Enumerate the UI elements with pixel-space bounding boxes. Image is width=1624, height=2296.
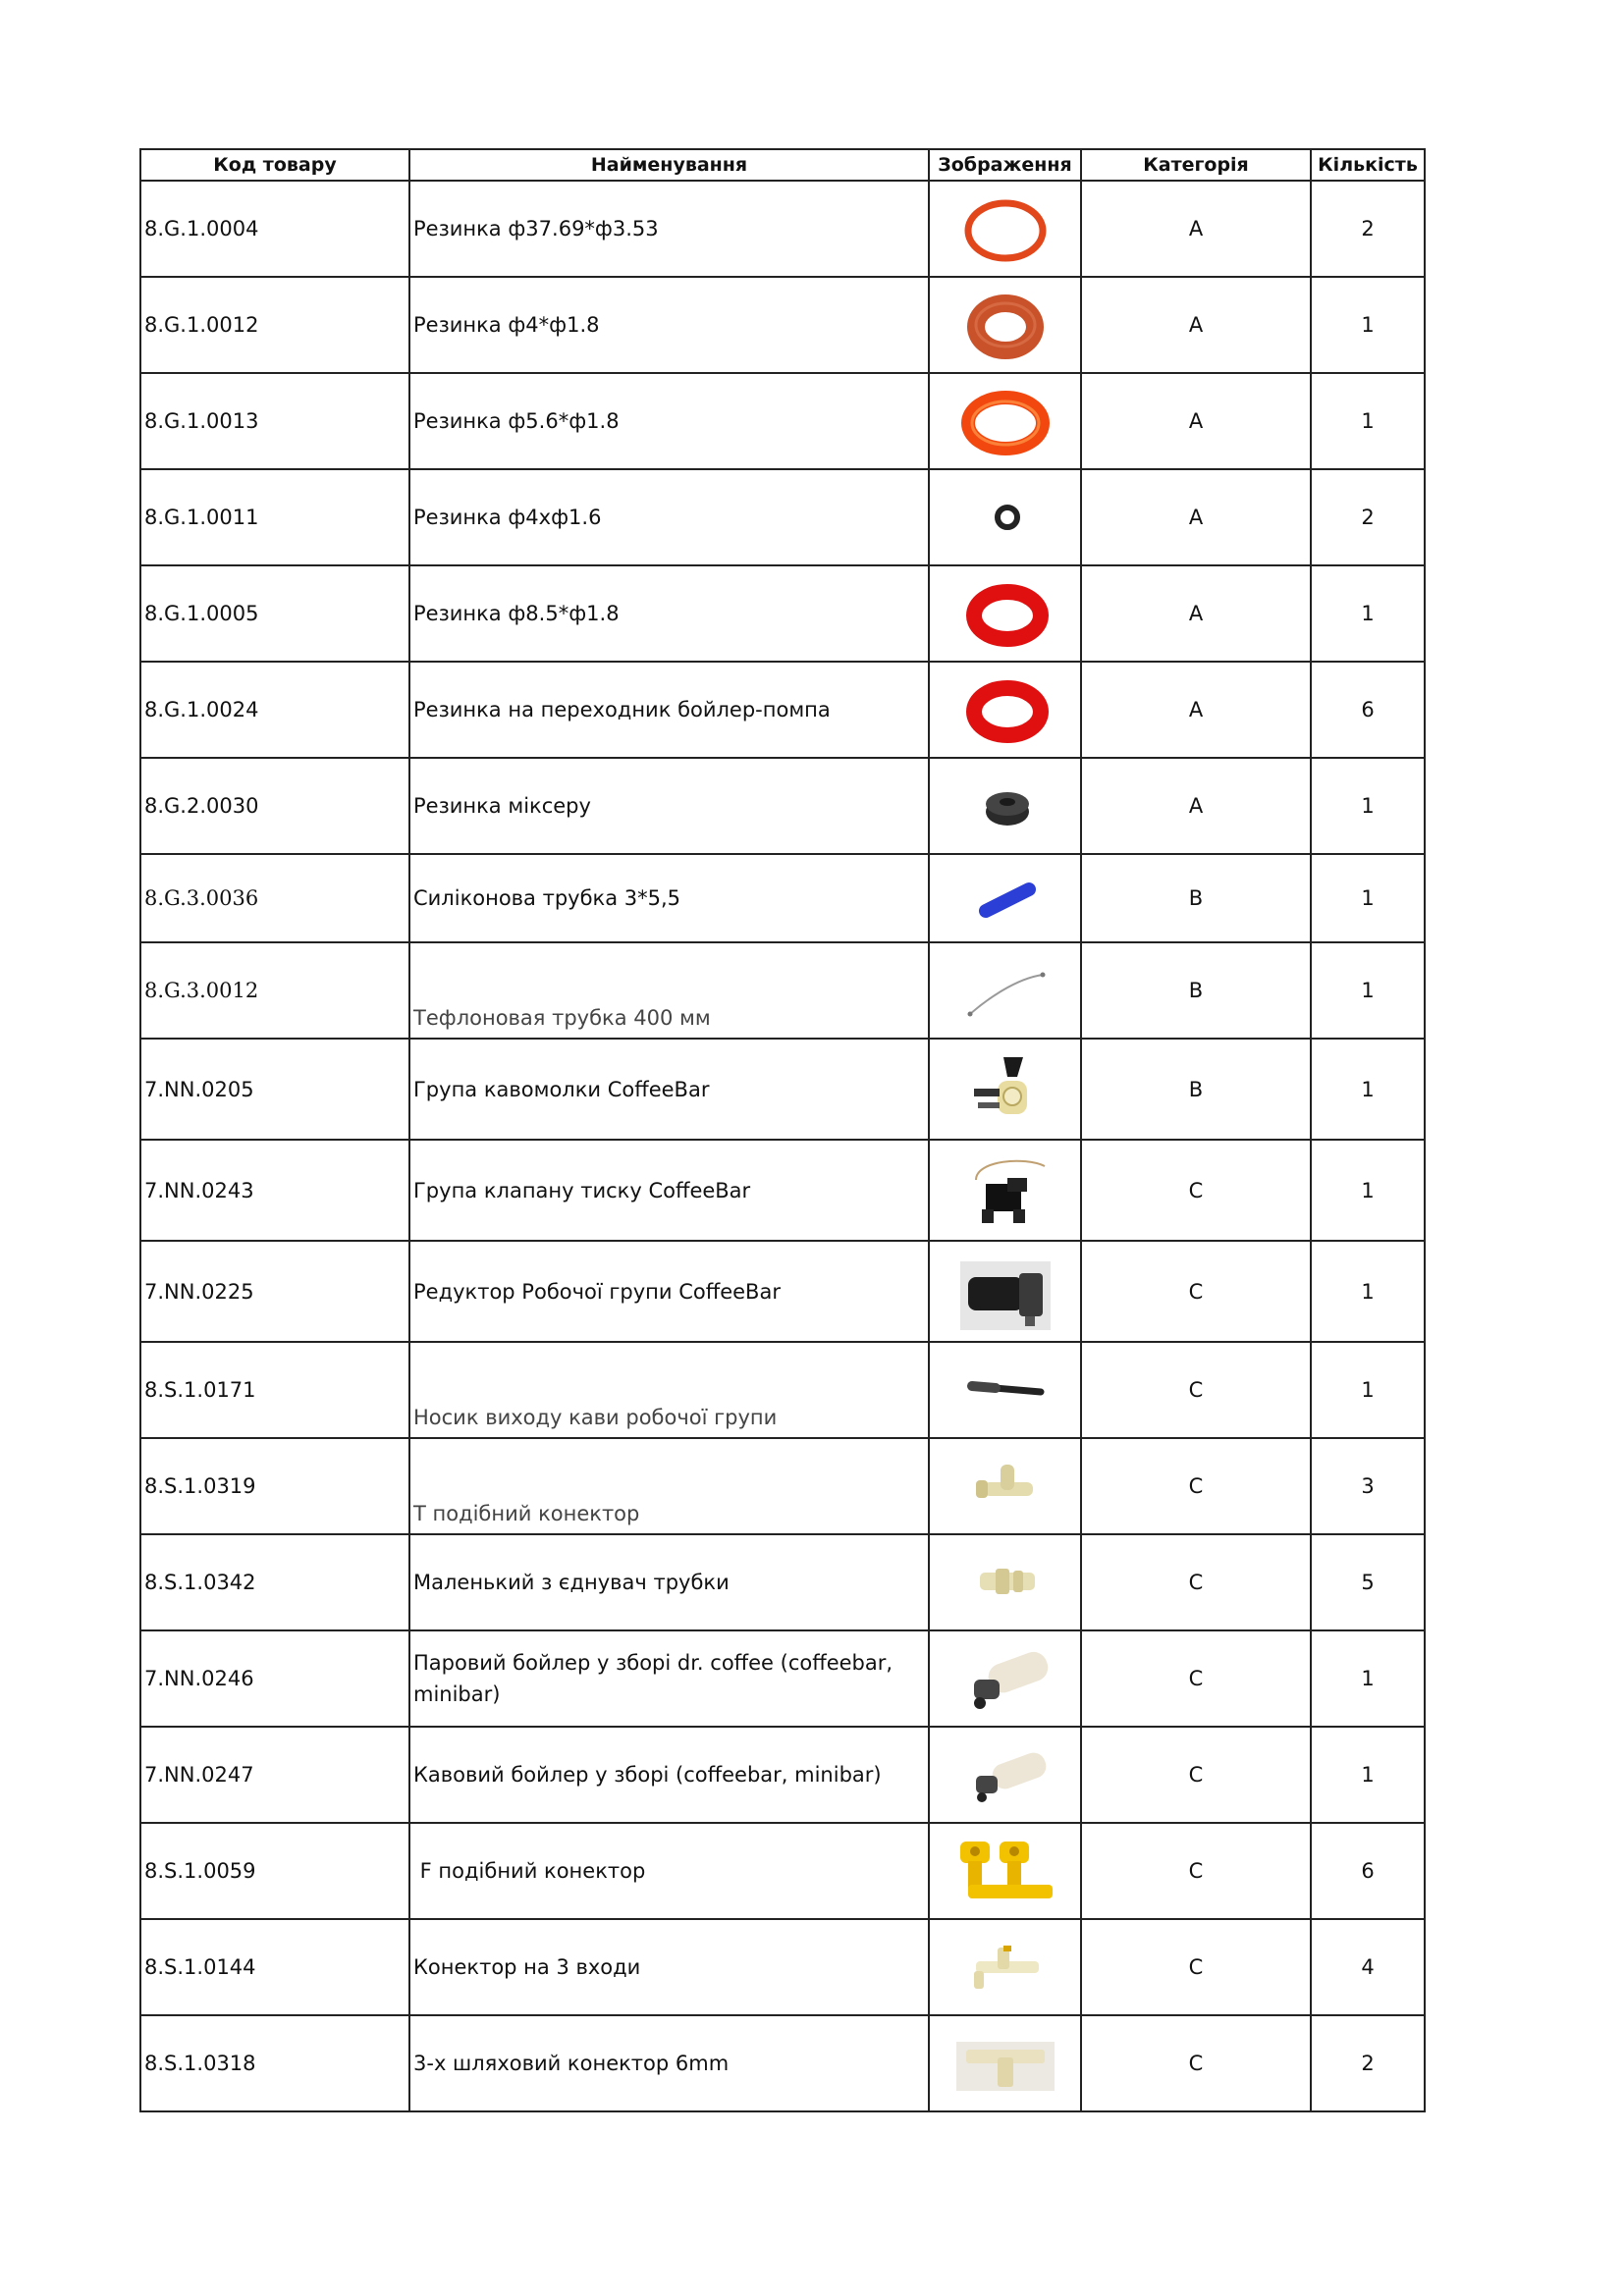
table-row [140, 1039, 1425, 1140]
item-name: Конектор на 3 входи [409, 1919, 929, 2015]
item-code: 7.NN.0246 [140, 1630, 409, 1727]
item-quantity: 1 [1311, 942, 1425, 1039]
table-row [140, 1823, 1425, 1919]
item-category: B [1081, 854, 1311, 942]
item-category: A [1081, 758, 1311, 854]
item-name: Резинка ф4хф1.6 [409, 469, 929, 565]
item-code: 7.NN.0247 [140, 1727, 409, 1823]
item-code: 8.G.3.0012 [140, 942, 409, 1039]
item-category: C [1081, 1534, 1311, 1630]
item-image [929, 1140, 1081, 1241]
item-code: 8.S.1.0059 [140, 1823, 409, 1919]
item-image [929, 1727, 1081, 1823]
item-name: Резинка на переходник бойлер-помпа [409, 662, 929, 758]
table-row [140, 1534, 1425, 1630]
table-header-row [140, 149, 1425, 181]
item-category: B [1081, 1039, 1311, 1140]
item-image [929, 1438, 1081, 1534]
tube-coupler-icon [947, 1543, 1064, 1622]
item-image [929, 1534, 1081, 1630]
steam-boiler-icon [947, 1636, 1064, 1721]
brown-o-ring-thick-icon [947, 286, 1064, 364]
t-connector-icon [947, 1447, 1064, 1525]
f-connector-icon [947, 1832, 1064, 1910]
table-row [140, 469, 1425, 565]
item-image [929, 1823, 1081, 1919]
gear-motor-icon [947, 1248, 1064, 1336]
coffee-boiler-icon [947, 1733, 1064, 1817]
item-image [929, 1039, 1081, 1140]
table-row [140, 1630, 1425, 1727]
item-category: C [1081, 1438, 1311, 1534]
table-row [140, 181, 1425, 277]
table-row [140, 1919, 1425, 2015]
item-name: Резинка ф4*ф1.8 [409, 277, 929, 373]
table-row [140, 2015, 1425, 2111]
item-quantity: 1 [1311, 1342, 1425, 1438]
item-code: 8.G.1.0011 [140, 469, 409, 565]
black-mixer-seal-icon [947, 767, 1064, 845]
item-quantity: 1 [1311, 758, 1425, 854]
item-image [929, 758, 1081, 854]
item-code: 8.G.1.0024 [140, 662, 409, 758]
item-code: 7.NN.0205 [140, 1039, 409, 1140]
item-code: 8.S.1.0318 [140, 2015, 409, 2111]
item-category: A [1081, 373, 1311, 469]
item-quantity: 4 [1311, 1919, 1425, 2015]
item-image [929, 277, 1081, 373]
item-image [929, 373, 1081, 469]
item-image [929, 1919, 1081, 2015]
item-quantity: 1 [1311, 373, 1425, 469]
pressure-valve-group-icon [947, 1147, 1064, 1235]
table-row [140, 1241, 1425, 1342]
item-code: 8.S.1.0144 [140, 1919, 409, 2015]
item-category: C [1081, 1342, 1311, 1438]
red-o-ring-icon [947, 574, 1064, 653]
teflon-tube-icon [947, 951, 1064, 1030]
item-quantity: 2 [1311, 469, 1425, 565]
small-black-o-ring-icon [947, 478, 1064, 557]
header-name: Найменування [409, 149, 929, 181]
item-quantity: 1 [1311, 854, 1425, 942]
item-quantity: 1 [1311, 1630, 1425, 1727]
item-image [929, 1241, 1081, 1342]
item-category: C [1081, 2015, 1311, 2111]
item-code: 8.G.1.0005 [140, 565, 409, 662]
item-category: C [1081, 1630, 1311, 1727]
three-way-inlet-connector-icon [947, 1928, 1064, 2006]
item-image [929, 565, 1081, 662]
item-quantity: 6 [1311, 1823, 1425, 1919]
item-name: Тефлоновая трубка 400 мм [409, 942, 929, 1039]
header-category: Категорія [1081, 149, 1311, 181]
item-quantity: 1 [1311, 1727, 1425, 1823]
item-image [929, 854, 1081, 942]
parts-sheet [139, 148, 1424, 2112]
item-name: Редуктор Робочої групи CoffeeBar [409, 1241, 929, 1342]
item-code: 8.G.1.0004 [140, 181, 409, 277]
item-image [929, 662, 1081, 758]
table-row [140, 942, 1425, 1039]
item-image [929, 469, 1081, 565]
item-name: Маленький з єднувач трубки [409, 1534, 929, 1630]
table-row [140, 1140, 1425, 1241]
item-category: A [1081, 662, 1311, 758]
item-category: B [1081, 942, 1311, 1039]
item-category: A [1081, 565, 1311, 662]
item-image [929, 2015, 1081, 2111]
table-row [140, 565, 1425, 662]
item-category: C [1081, 1241, 1311, 1342]
item-name: Резинка ф37.69*ф3.53 [409, 181, 929, 277]
item-quantity: 1 [1311, 1140, 1425, 1241]
item-image [929, 1342, 1081, 1438]
item-code: 8.G.2.0030 [140, 758, 409, 854]
item-name: 3-х шляховий конектор 6mm [409, 2015, 929, 2111]
item-quantity: 1 [1311, 1039, 1425, 1140]
item-name: Носик виходу кави робочої групи [409, 1342, 929, 1438]
blue-silicone-tube-icon [947, 864, 1064, 933]
table-row [140, 1342, 1425, 1438]
item-category: A [1081, 181, 1311, 277]
three-way-connector-6mm-icon [947, 2024, 1064, 2103]
grinder-group-icon [947, 1045, 1064, 1134]
item-code: 8.S.1.0171 [140, 1342, 409, 1438]
item-name: Група клапану тиску CoffeeBar [409, 1140, 929, 1241]
header-quantity: Кількість [1311, 149, 1425, 181]
table-row [140, 373, 1425, 469]
item-name: Т подібний конектор [409, 1438, 929, 1534]
item-quantity: 2 [1311, 181, 1425, 277]
item-quantity: 6 [1311, 662, 1425, 758]
table-row [140, 1438, 1425, 1534]
item-category: C [1081, 1140, 1311, 1241]
item-code: 7.NN.0225 [140, 1241, 409, 1342]
item-category: C [1081, 1823, 1311, 1919]
table-row [140, 662, 1425, 758]
item-name: Резинка міксеру [409, 758, 929, 854]
item-code: 8.G.1.0012 [140, 277, 409, 373]
item-category: A [1081, 469, 1311, 565]
item-code: 8.S.1.0342 [140, 1534, 409, 1630]
item-code: 8.G.1.0013 [140, 373, 409, 469]
parts-table [139, 148, 1426, 2112]
item-category: C [1081, 1919, 1311, 2015]
header-code: Код товару [140, 149, 409, 181]
item-name: Силіконова трубка 3*5,5 [409, 854, 929, 942]
item-name: Резинка ф5.6*ф1.8 [409, 373, 929, 469]
item-image [929, 181, 1081, 277]
item-code: 8.G.3.0036 [140, 854, 409, 942]
red-o-ring-icon [947, 670, 1064, 749]
item-category: C [1081, 1727, 1311, 1823]
orange-o-ring-icon [947, 382, 1064, 460]
coffee-spout-icon [947, 1351, 1064, 1429]
item-quantity: 1 [1311, 277, 1425, 373]
orange-o-ring-thin-icon [947, 189, 1064, 268]
table-row [140, 854, 1425, 942]
item-quantity: 5 [1311, 1534, 1425, 1630]
item-quantity: 3 [1311, 1438, 1425, 1534]
item-quantity: 1 [1311, 1241, 1425, 1342]
item-quantity: 2 [1311, 2015, 1425, 2111]
item-code: 8.S.1.0319 [140, 1438, 409, 1534]
table-row [140, 277, 1425, 373]
item-name: Паровий бойлер у зборі dr. coffee (coffeebar, minibar) [409, 1630, 929, 1727]
item-image [929, 1630, 1081, 1727]
item-name: Кавовий бойлер у зборі (coffeebar, minibar) [409, 1727, 929, 1823]
header-image: Зображення [929, 149, 1081, 181]
item-name: Група кавомолки CoffeeBar [409, 1039, 929, 1140]
table-row [140, 1727, 1425, 1823]
table-row [140, 758, 1425, 854]
item-code: 7.NN.0243 [140, 1140, 409, 1241]
item-image [929, 942, 1081, 1039]
item-name: F подібний конектор [409, 1823, 929, 1919]
item-category: A [1081, 277, 1311, 373]
item-name: Резинка ф8.5*ф1.8 [409, 565, 929, 662]
item-quantity: 1 [1311, 565, 1425, 662]
